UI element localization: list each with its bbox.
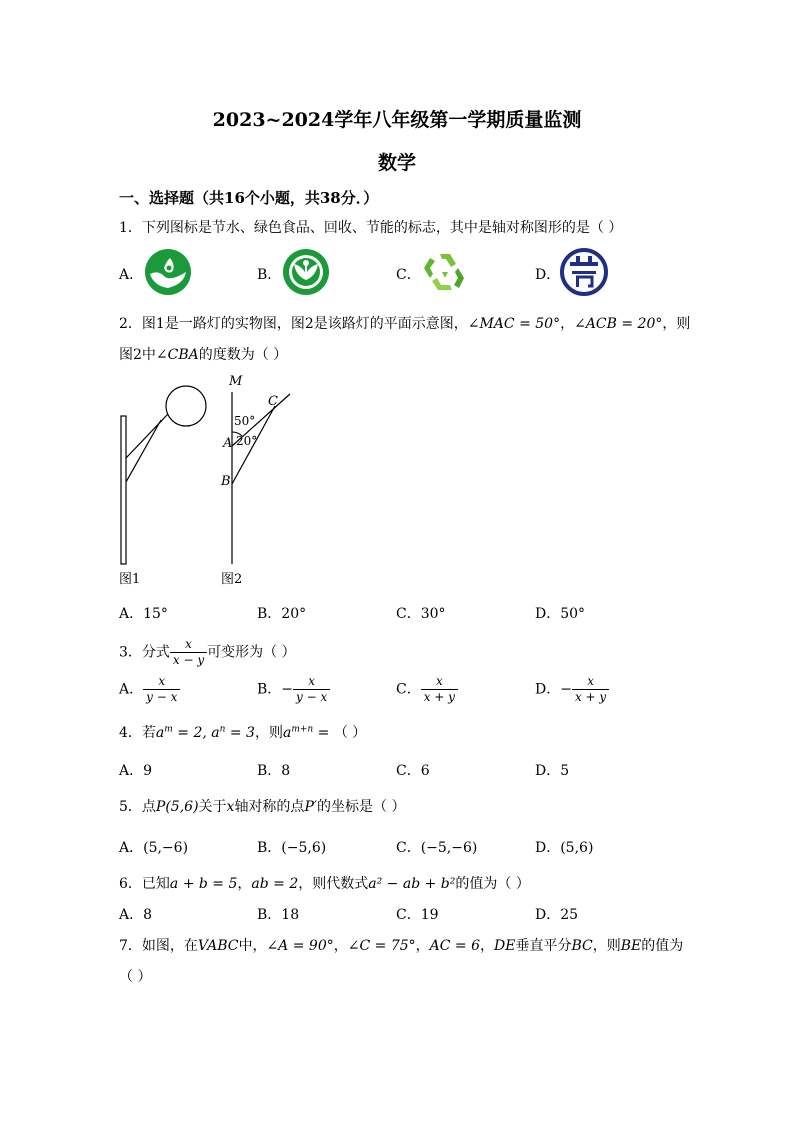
q5-stem xyxy=(119,796,406,816)
q2-stem-text-b: ，则 xyxy=(662,316,691,332)
exam-subject: 数学 xyxy=(377,152,416,174)
exam-title: 2023~2024学年八年级第一学期质量监测 xyxy=(212,109,582,131)
energy-saving-icon xyxy=(560,248,608,296)
q4-stem-text-b: ，则 xyxy=(254,725,283,741)
point-label-c: C xyxy=(268,394,278,409)
option-label: C． xyxy=(396,681,421,698)
q7-condition-1: ∠A = 90° xyxy=(266,938,334,954)
q6-option-c: C．19 xyxy=(396,907,439,923)
q7-stem xyxy=(119,935,683,955)
q2-angle-cba: ∠CBA xyxy=(155,347,199,363)
q1-option-c: C． xyxy=(396,267,421,283)
q7-sep-2: ， xyxy=(415,938,430,954)
q5-option-b: B．(−5,6) xyxy=(257,840,327,856)
condition-middle: = 2, a xyxy=(172,725,220,741)
option-label: A． xyxy=(119,681,144,698)
exponent-n: n xyxy=(219,724,226,735)
q7-condition-2: ∠C = 75° xyxy=(347,938,416,954)
water-saving-icon xyxy=(144,248,192,296)
fraction-numerator: x xyxy=(293,674,330,690)
q2-option-a: A．15° xyxy=(119,606,168,622)
q2-stem-text-c: 图2中 xyxy=(119,347,156,363)
q3-stem-text-b: 可变形为（ ） xyxy=(207,644,296,661)
figure2-label: 图2 xyxy=(221,572,243,587)
q1-option-b: B． xyxy=(257,267,282,283)
fraction-numerator: x xyxy=(170,637,207,653)
q7-stem-text-c: 垂直平分 xyxy=(515,938,572,954)
figure1-label: 图1 xyxy=(119,572,141,587)
condition-end: = 3 xyxy=(225,725,255,741)
q4-stem xyxy=(119,722,366,742)
q2-angle-mac: ∠MAC = 50° xyxy=(467,316,561,332)
fraction-numerator: x xyxy=(421,674,458,690)
q2-stem-line2 xyxy=(119,344,287,364)
fraction-numerator: x xyxy=(143,674,180,690)
q7-segment-de: DE xyxy=(494,938,516,954)
q2-stem-text-d: 的度数为（ ） xyxy=(198,347,288,363)
fraction-denominator: x + y xyxy=(574,690,607,704)
q3-stem xyxy=(119,637,296,668)
q4-option-d: D．5 xyxy=(535,763,570,779)
q7-answer-bracket: （ ） xyxy=(119,969,152,985)
option-fraction xyxy=(421,674,458,705)
q3-option-a xyxy=(119,674,180,705)
q4-expression-base: a xyxy=(282,725,292,741)
q6-expression: a² − ab + b² xyxy=(368,876,456,892)
angle-label-20: 20° xyxy=(236,434,258,448)
figure1-street-lamp xyxy=(121,386,206,564)
fraction-sign: − xyxy=(281,681,294,698)
option-fraction xyxy=(572,674,609,705)
q6-option-d: D．25 xyxy=(535,907,579,923)
q1-stem: 1．下列图标是节水、绿色食品、回收、节能的标志，其中是轴对称图形的是（ ） xyxy=(119,220,623,236)
exponent-m: m xyxy=(164,724,173,735)
q5-stem-text-b: 关于 xyxy=(198,799,227,815)
q6-sep: ， xyxy=(237,876,252,892)
q4-stem-text-a: 4．若 xyxy=(119,725,156,741)
q6-option-a: A．8 xyxy=(119,907,153,923)
fraction-denominator: y − x xyxy=(296,690,328,704)
angle-label-50: 50° xyxy=(234,414,256,428)
q5-stem-text-c: 轴对称的点 xyxy=(234,799,305,815)
q7-stem-text-e: 的值为 xyxy=(641,938,684,954)
q2-stem-text-a: 2．图1是一路灯的实物图，图2是该路灯的平面示意图， xyxy=(119,316,468,332)
q2-figures xyxy=(115,372,315,587)
q3-stem-fraction xyxy=(170,637,207,668)
q2-option-c: C．30° xyxy=(396,606,446,622)
q1-option-a: A． xyxy=(119,267,144,283)
q4-option-b: B．8 xyxy=(257,763,291,779)
q2-option-d: D．50° xyxy=(535,606,586,622)
fraction-denominator: y − x xyxy=(146,690,178,704)
fraction-sign: − xyxy=(560,681,572,698)
base-a: a xyxy=(155,725,165,741)
q7-segment-be: BE xyxy=(620,938,642,954)
q2-sep: ， xyxy=(560,316,575,332)
fraction-denominator: x + y xyxy=(423,690,455,704)
q7-stem-text-b: 中， xyxy=(238,938,267,954)
q6-condition-1: a + b = 5 xyxy=(169,876,238,892)
q7-stem-text-a: 7．如图，在 xyxy=(119,938,198,954)
q5-stem-text-a: 5．点 xyxy=(119,799,156,815)
q6-stem-text-b: ，则代数式 xyxy=(298,876,369,892)
q5-option-a: A．(5,−6) xyxy=(119,840,189,856)
fraction-numerator: x xyxy=(572,674,609,690)
q3-option-c xyxy=(396,674,458,705)
q4-option-c: C．6 xyxy=(396,763,430,779)
q2-angle-acb: ∠ACB = 20° xyxy=(574,316,663,332)
q7-sep-3: ， xyxy=(480,938,495,954)
option-label: D． xyxy=(535,681,561,698)
q5-option-c: C．(−5,−6) xyxy=(396,840,478,856)
q7-triangle: VABC xyxy=(197,938,239,954)
q4-condition xyxy=(156,725,255,741)
point-label-a: A xyxy=(223,436,233,451)
q4-expression-exponent: m+n xyxy=(291,724,314,735)
q3-option-d xyxy=(535,674,609,705)
q1-option-d: D． xyxy=(535,267,561,283)
recycle-icon xyxy=(420,248,468,296)
q6-stem-text-a: 6．已知 xyxy=(119,876,170,892)
point-label-b: B xyxy=(221,474,231,489)
option-fraction xyxy=(293,674,330,705)
q6-stem xyxy=(119,873,530,893)
q6-option-b: B．18 xyxy=(257,907,300,923)
q7-condition-3: AC = 6 xyxy=(429,938,481,954)
q5-point: P(5,6) xyxy=(155,799,199,815)
section-heading: 一、选择题（共16个小题，共38分．） xyxy=(119,189,379,207)
q5-option-d: D．(5,6) xyxy=(535,840,594,856)
q5-point-prime: P′ xyxy=(304,799,318,815)
q2-option-b: B．20° xyxy=(257,606,307,622)
q6-condition-2: ab = 2 xyxy=(251,876,299,892)
green-food-icon xyxy=(282,248,330,296)
option-fraction xyxy=(143,674,180,705)
q3-stem-text-a: 3．分式 xyxy=(119,644,170,661)
q4-stem-text-c: = （ ） xyxy=(313,725,367,741)
q7-segment-bc: BC xyxy=(571,938,593,954)
q3-option-b xyxy=(257,674,330,705)
q4-option-a: A．9 xyxy=(119,763,153,779)
option-label: B． xyxy=(257,681,282,698)
q7-stem-text-d: ，则 xyxy=(592,938,621,954)
fraction-denominator: x − y xyxy=(172,653,205,667)
q2-stem-line1 xyxy=(119,313,690,333)
q6-stem-text-c: 的值为（ ） xyxy=(455,876,530,892)
q5-axis: x xyxy=(226,799,235,815)
q5-stem-text-d: 的坐标是（ ） xyxy=(317,799,406,815)
q7-sep-1: ， xyxy=(333,938,348,954)
point-label-m: M xyxy=(229,374,243,389)
